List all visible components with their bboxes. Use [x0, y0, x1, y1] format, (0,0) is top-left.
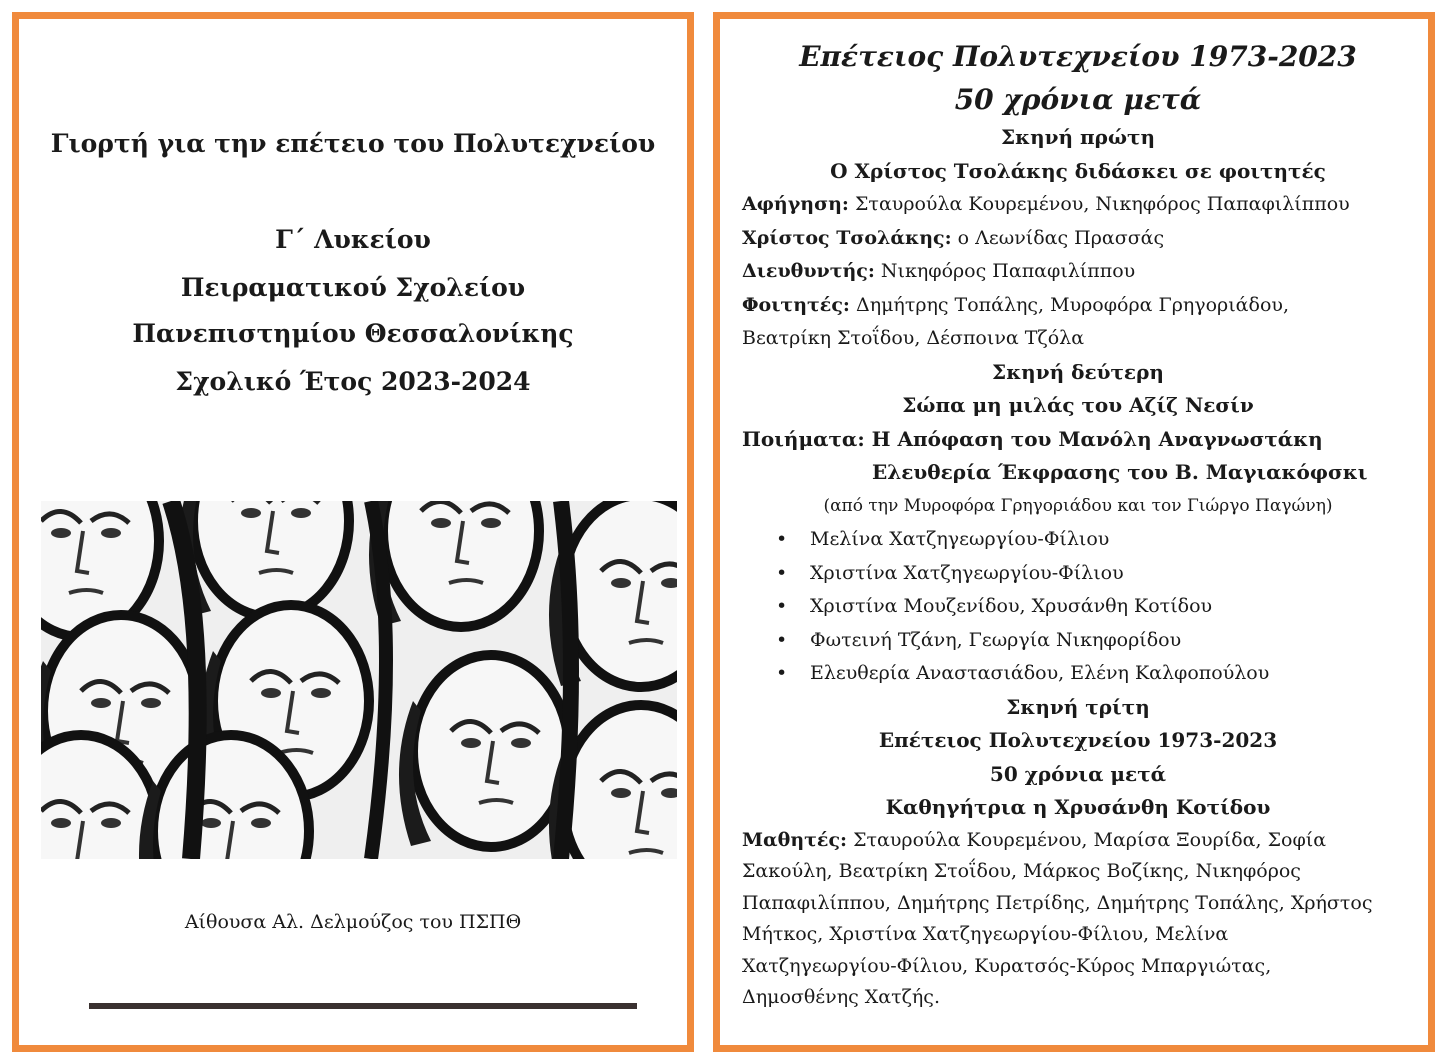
director-line: Διευθυντής: Νικηφόρος Παπαφιλίππου [742, 260, 1136, 282]
venue-text: Αίθουσα Αλ. Δελμούζος του ΠΣΠΘ [184, 911, 522, 933]
scene1-subtitle: Ο Χρίστος Τσολάκης διδάσκει σε φοιτητές [830, 158, 1326, 183]
program-title: Επέτειος Πολυτεχνείου 1973-2023 [799, 40, 1357, 73]
divider-line [89, 1003, 637, 1009]
scene1-heading: Σκηνή πρώτη [1000, 125, 1156, 149]
school-line: Πειραματικού Σχολείου [180, 273, 526, 302]
list-item: • Φωτεινή Τζάνη, Γεωργία Νικηφορίδου [776, 628, 1182, 651]
scene3-heading: Σκηνή τρίτη [1006, 694, 1150, 719]
scene3-teacher: Καθηγήτρια η Χρυσάνθη Κοτίδου [885, 795, 1271, 819]
program-details-panel [713, 12, 1435, 1052]
narration-line: Αφήγηση: Σταυρούλα Κουρεμένου, Νικηφόρος Παπαφιλίππου [742, 193, 1350, 215]
students-line: Φοιτητές: Δημήτρης Τοπάλης, Μυροφόρα Γρηγοριάδου, [742, 293, 1289, 316]
school-year-line: Σχολικό Έτος 2023-2024 [175, 367, 531, 396]
students-line-2: Βεατρίκη Στοΐδου, Δέσποινα Τζόλα [742, 327, 1085, 349]
performers-list [742, 523, 1414, 691]
poems-credit: (από την Μυροφόρα Γρηγοριάδου και τον Γιώργο Παγώνη) [823, 495, 1333, 516]
tsolakis-line: Χρίστος Τσολάκης: ο Λεωνίδας Πρασσάς [742, 226, 1165, 249]
list-item: • Χριστίνα Χατζηγεωργίου-Φίλιου [776, 561, 1124, 584]
list-item: • Μελίνα Χατζηγεωργίου-Φίλιου [776, 528, 1110, 550]
event-title: Γιορτή για την επέτειο του Πολυτεχνείου [50, 129, 656, 158]
poems-line-2: Ελευθερία Έκφρασης του Β. Μαγιακόφσκι [872, 460, 1368, 484]
poems-line: Ποιήματα: Η Απόφαση του Μανόλη Αναγνωστάκη [742, 426, 1323, 451]
scene3-line1: Επέτειος Πολυτεχνείου 1973-2023 [878, 728, 1278, 752]
grade-line: Γ΄ Λυκείου [275, 225, 431, 254]
scene2-subtitle: Σώπα μη μιλάς του Αζίζ Νεσίν [902, 393, 1254, 417]
program-subtitle: 50 χρόνια μετά [954, 83, 1202, 116]
faces-artwork-image [41, 501, 677, 859]
program-cover-panel [12, 12, 694, 1052]
list-item: • Χριστίνα Μουζενίδου, Χρυσάνθη Κοτίδου [776, 595, 1213, 617]
scene3-students: Μαθητές: Σταυρούλα Κουρεμένου, Μαρίσα Ξουρίδα, Σοφία Σακούλη, Βεατρίκη Στοΐδου, Μάρκος Βοζίκης, Νικηφόρος Παπαφιλίππου, Δημήτρης Πετρίδης, Δημήτρης Τοπάλης, Χρήστος Μήτκος, Χριστίνα Χατζηγεωργίου-Φίλιου, Μελίνα Χατζηγεωργίου-Φίλιου, Κυρατσός-Κύρος Μπαργιώτας, Δημοσθένης Χατζής. [742, 828, 1373, 1008]
university-line: Πανεπιστημίου Θεσσαλονίκης [132, 319, 574, 348]
list-item: • Ελευθερία Αναστασιάδου, Ελένη Καλφοπούλου [776, 662, 1270, 684]
scene2-heading: Σκηνή δεύτερη [992, 359, 1164, 384]
scene3-line2: 50 χρόνια μετά [989, 761, 1167, 786]
